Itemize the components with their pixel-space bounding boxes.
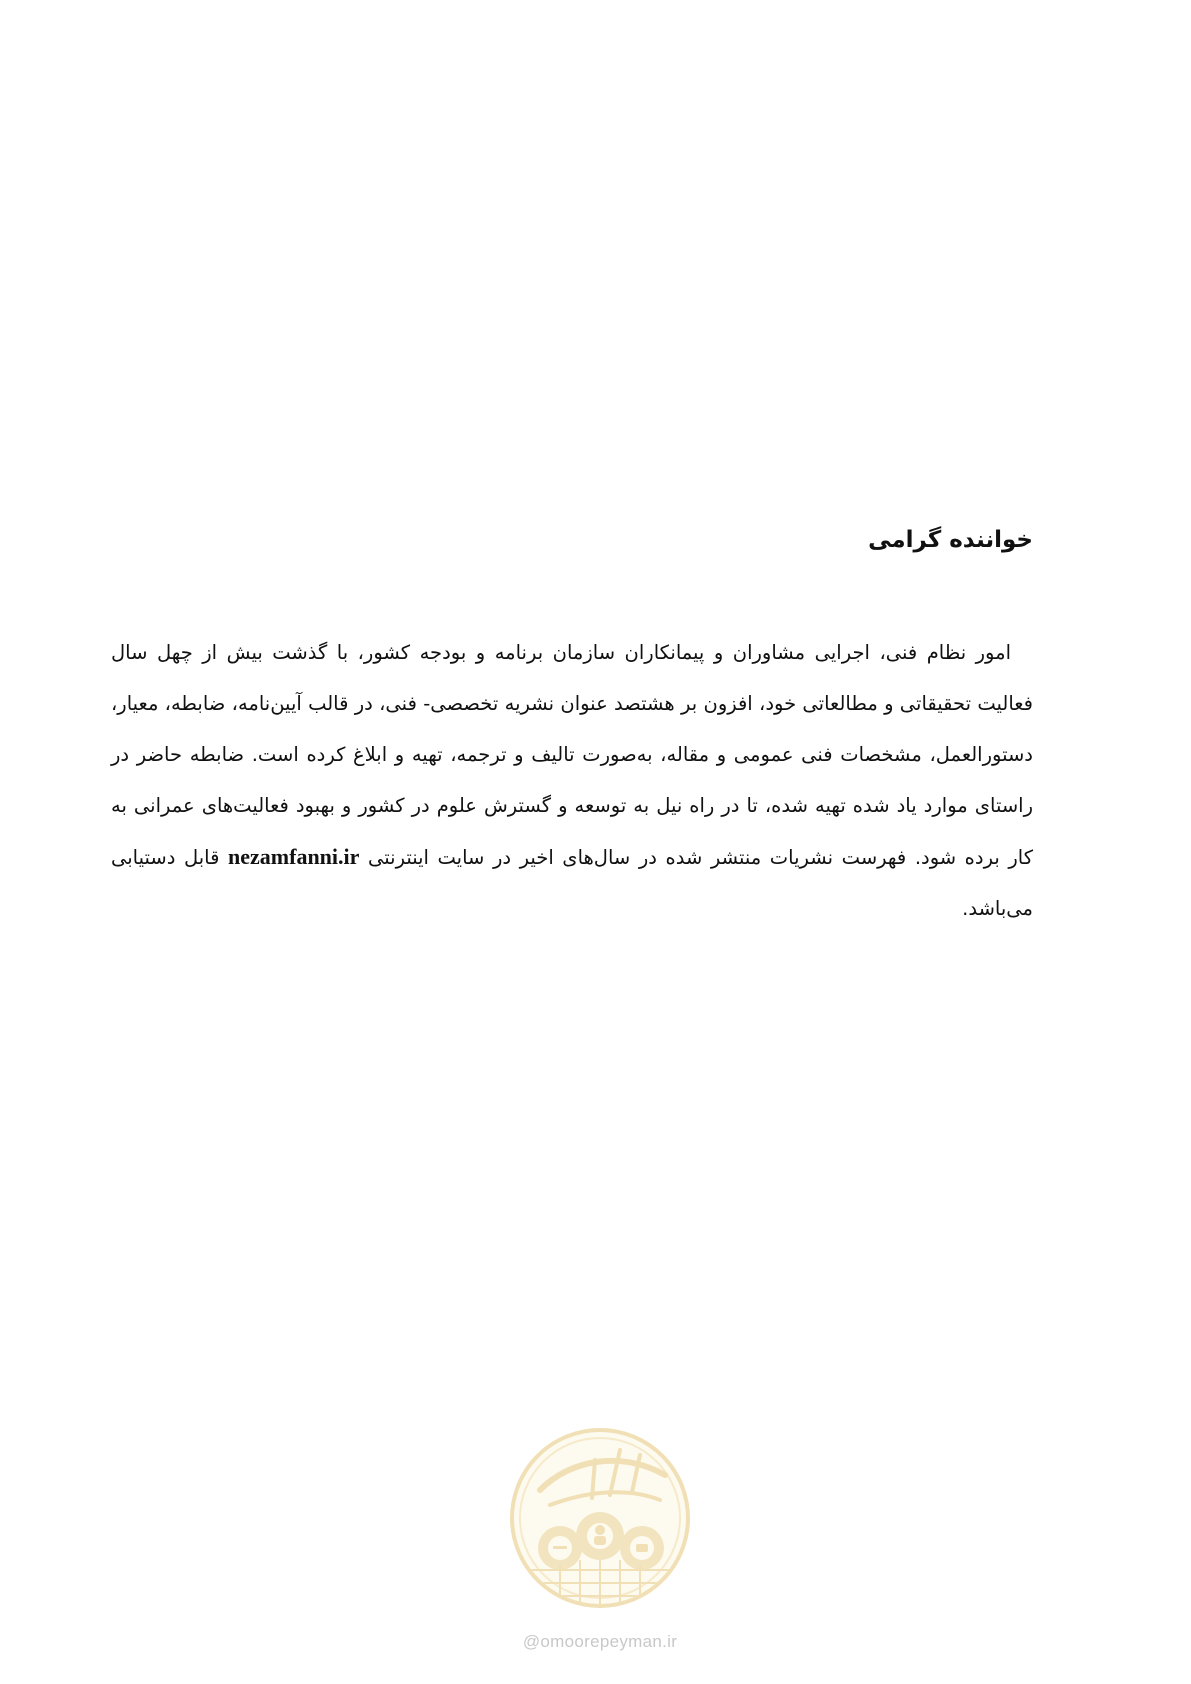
watermark-url: @omoorepeyman.ir <box>522 1632 678 1651</box>
paragraph-text: امور نظام فنی، اجرایی مشاوران و پیمانکاران سازمان برنامه و بودجه کشور، با گذشت بیش از چهل سال فعالیت تحقیقاتی و مطالعاتی خود، افزون بر هشتصد عنوان نشریه تخصصی- فنی، در قالب آیین‌نامه، ضابطه، معیار، دستورالعمل، مشخصات فنی عمومی و مقاله، به‌صورت تالیف و ترجمه، تهیه و ابلاغ کرده است. ضابطه حاضر در راستای موارد یاد شده تهیه شده، تا در راه نیل به توسعه و گسترش علوم در کشور و بهبود فعالیت‌های عمرانی به کار برده شود. فهرست نشریات منتشر شده در سال‌های اخیر در سایت اینترنتی <box>111 641 1033 869</box>
watermark-seal-icon <box>500 1420 700 1630</box>
page-heading: خواننده گرامی <box>868 527 1033 553</box>
paragraph-text-end: قابل دستیابی می‌باشد. <box>111 846 1033 920</box>
watermark-logo <box>500 1420 700 1630</box>
intro-paragraph <box>111 627 1033 934</box>
website-link-text: nezamfanni.ir <box>228 844 360 869</box>
